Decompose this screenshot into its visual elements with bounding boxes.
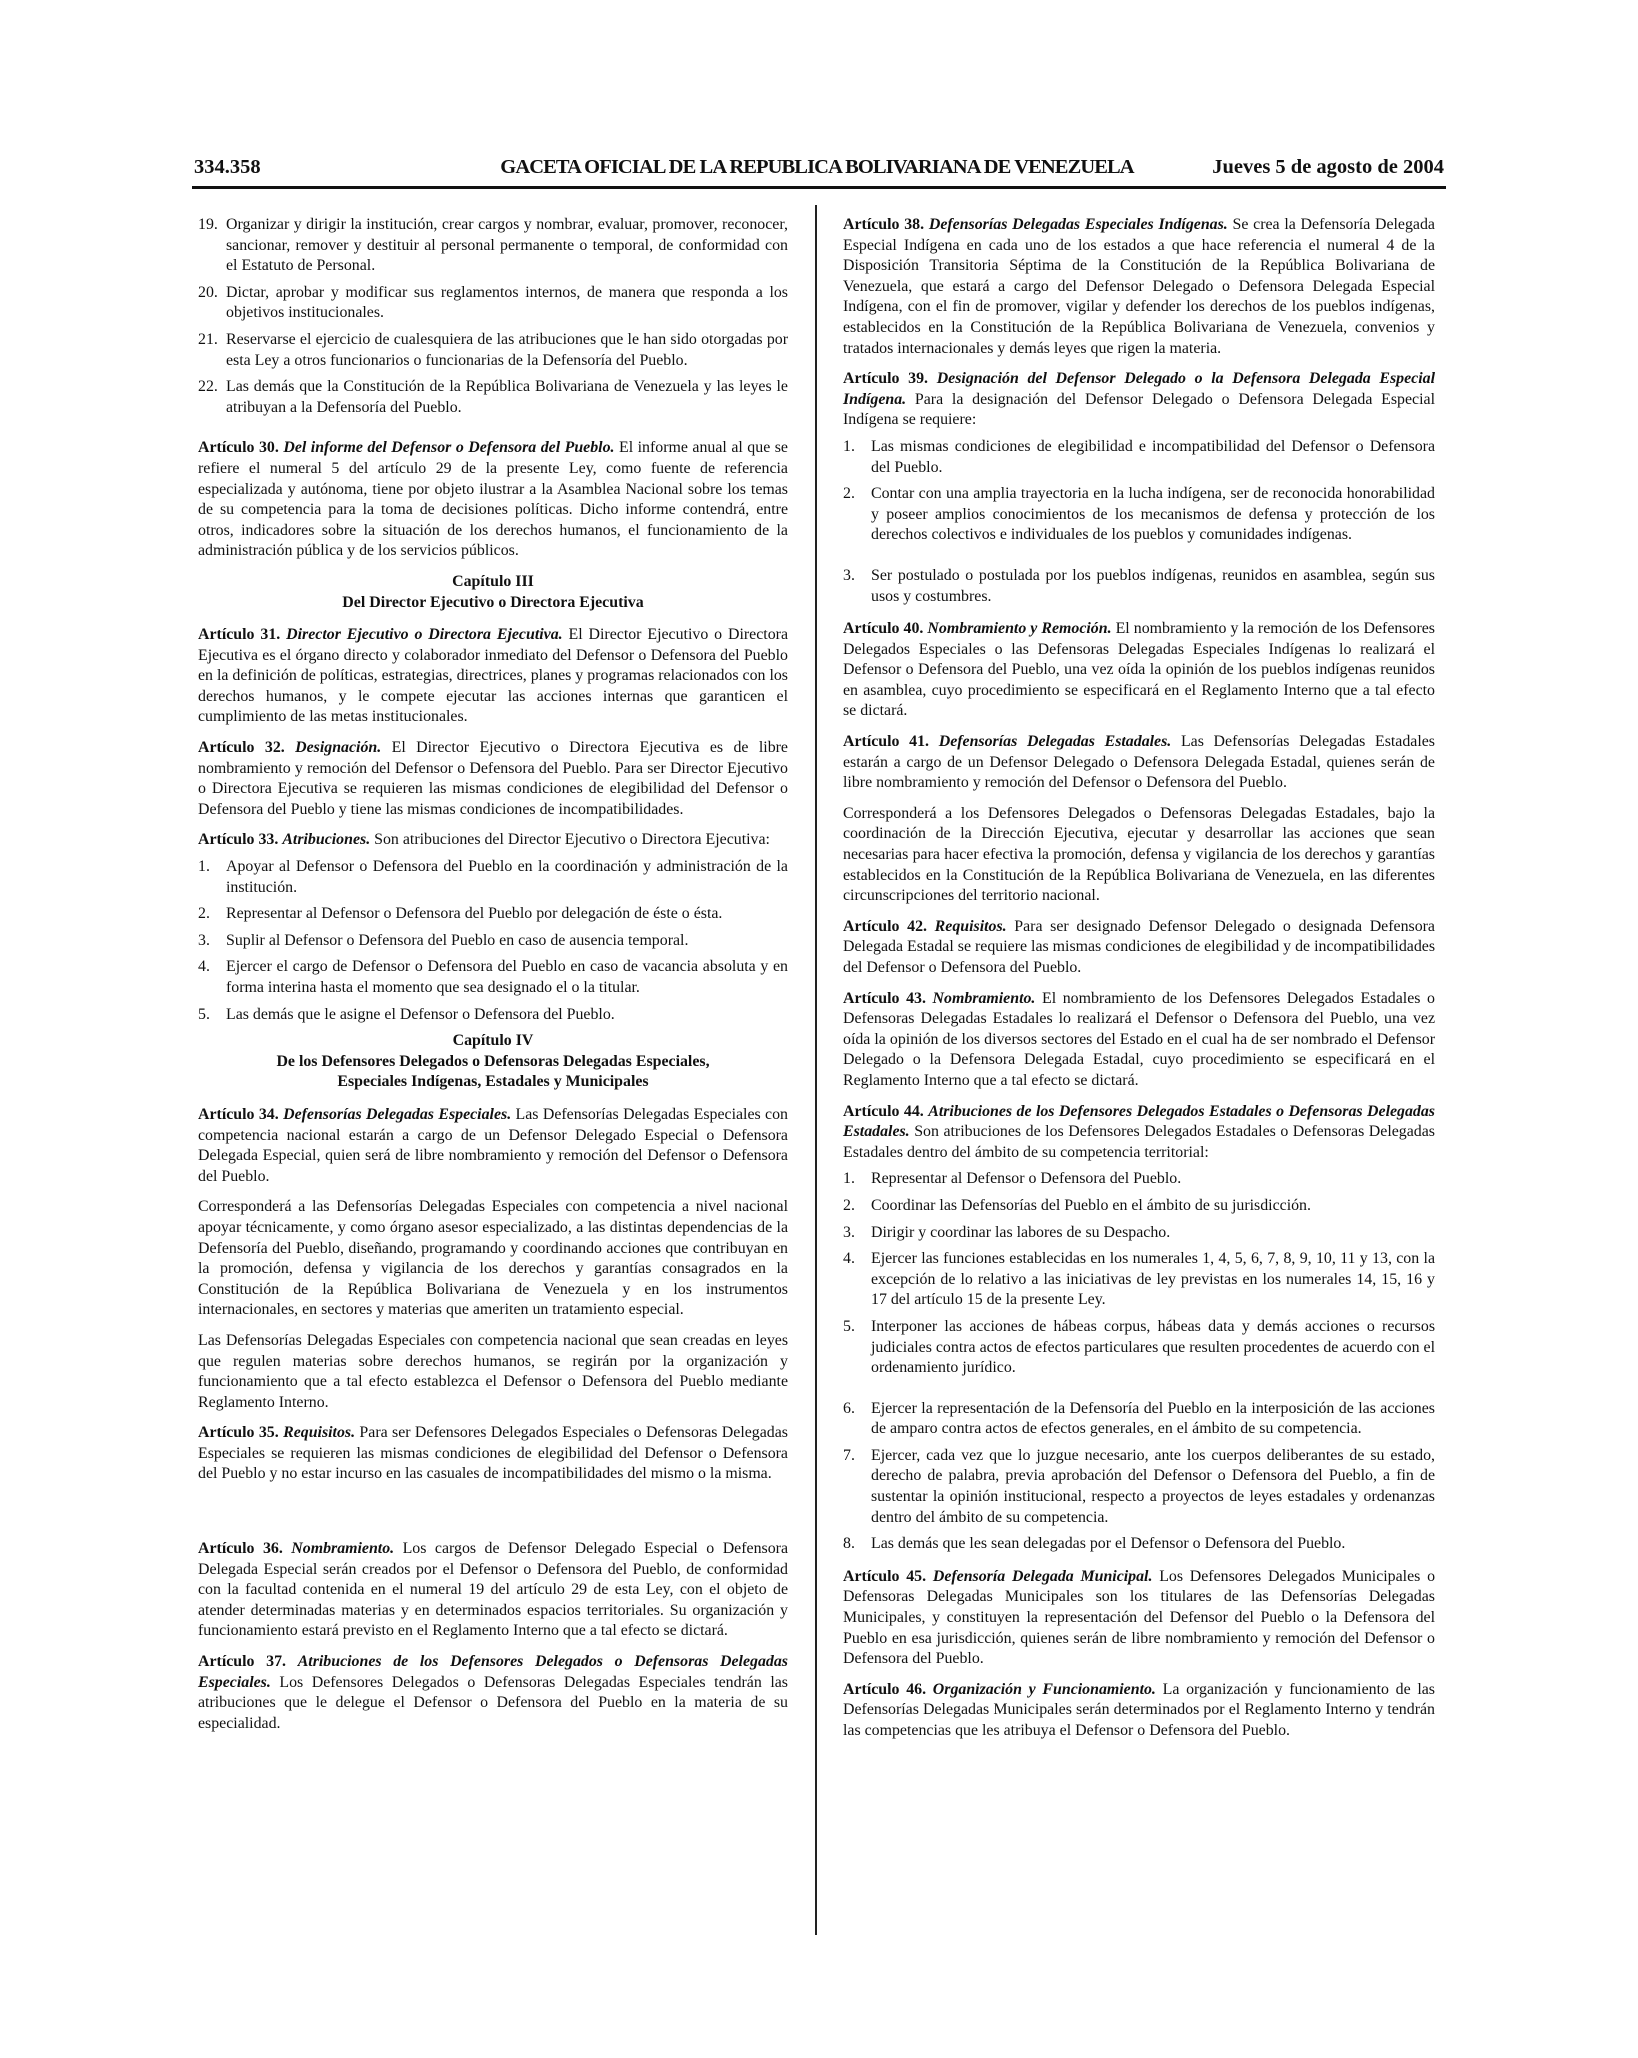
article-text: Para ser designado Defensor Delegado o designada Defensora Delegada Estadal se requiere las mismas condiciones de elegibilidad y de incompatibilidades del Defensor o Defensora del Pueblo. <box>843 917 1435 976</box>
item-number: 3. <box>198 931 210 949</box>
item-number: 4. <box>198 958 210 976</box>
item-text: Ejercer la representación de la Defensoría del Pueblo en la interposición de las acciones de amparo contra actos de efectos generales, en el ámbito de su competencia. <box>871 1399 1435 1438</box>
article-text: El nombramiento de los Defensores Delegados Estadales o Defensoras Delegadas Estadales lo realizará el Defensor o Defensora del Pueblo, una vez oída la opinión de los diversos sectores del Estado en el cual ha de ser nombrado el Defensor Delegado o la Defensora Delegada Estadal, cuyo procedimiento se especificará en el Reglamento Interno que a tal efecto se dictará. <box>843 989 1435 1089</box>
gazette-title: GACETA OFICIAL DE LA REPUBLICA BOLIVARIANA DE VENEZUELA <box>500 156 1134 178</box>
article-number: Artículo 42. <box>843 917 928 935</box>
article-number: Artículo 41. <box>843 733 930 751</box>
article-37 <box>198 1652 788 1734</box>
article-heading: Defensoría Delegada Municipal. <box>932 1567 1153 1585</box>
list-item <box>843 437 1435 478</box>
article-33 <box>198 830 788 851</box>
article-38 <box>843 215 1435 359</box>
article-number: Artículo 32. <box>198 739 285 757</box>
chapter-title-line-2: Especiales Indígenas, Estadales y Municipales <box>337 1073 649 1091</box>
item-number: 3. <box>843 566 855 584</box>
item-number: 7. <box>843 1446 855 1464</box>
item-number: 2. <box>843 485 855 503</box>
item-number: 1. <box>198 858 210 876</box>
item-number: 1. <box>843 437 855 455</box>
chapter-title: De los Defensores Delegados o Defensoras Delegadas Especiales, <box>276 1052 710 1070</box>
left-column <box>198 215 788 1744</box>
item-text: Contar con una amplia trayectoria en la lucha indígena, ser de reconocida honorabilidad y poseer amplios conocimientos de los mecanismos de defensa y protección de los derechos colectivos e individuales de los pueblos y comunidades indígenas. <box>871 485 1435 544</box>
list-item <box>843 1169 1435 1190</box>
list-item <box>198 330 788 371</box>
article-text: El Director Ejecutivo o Directora Ejecutiva es de libre nombramiento y remoción del Defensor o Defensora del Pueblo. Para ser Director Ejecutivo o Directora Ejecutiva se requieren las mismas condiciones de elegibilidad del Defensor o Defensora del Pueblo y tiene las mismas condiciones de incompatibilidades. <box>198 739 788 818</box>
article-heading: Del informe del Defensor o Defensora del Pueblo. <box>283 439 615 457</box>
article-42 <box>843 917 1435 979</box>
article-40 <box>843 619 1435 722</box>
article-43 <box>843 989 1435 1092</box>
article-number: Artículo 36. <box>198 1540 283 1558</box>
list-item <box>843 484 1435 546</box>
article-text: Las Defensorías Delegadas Estadales estarán a cargo de un Defensor Delegado o Defensora Delegada Estadal, quienes serán de libre nombramiento y remoción del Defensor o Defensora del Pueblo. <box>843 733 1435 792</box>
article-number: Artículo 35. <box>198 1424 279 1442</box>
article-35 <box>198 1423 788 1485</box>
item-text: Ejercer el cargo de Defensor o Defensora del Pueblo en caso de vacancia absoluta y en forma interina hasta el momento que sea designado el o la titular. <box>226 958 788 996</box>
article-text: Para ser Defensores Delegados Especiales o Defensoras Delegadas Especiales se requieren las mismas condiciones de elegibilidad del Defensor o Defensora del Pueblo y no estar incurso en las casuales de incompatibilidades del mismo o la misma. <box>198 1424 788 1483</box>
item-text: Las demás que la Constitución de la República Bolivariana de Venezuela y las leyes le atribuyan a la Defensoría del Pueblo. <box>226 378 788 416</box>
article-number: Artículo 30. <box>198 439 279 457</box>
article-text: Se crea la Defensoría Delegada Especial Indígena en cada uno de los estados a que hace referencia el numeral 4 de la Disposición Transitoria Séptima de la Constitución de la República Bolivariana de Venezuela, que estará a cargo del Defensor Delegado o Defensora Delegada Especial Indígena, con el fin de promover, vigilar y defender los derechos de los pueblos indígenas, establecidos en la Constitución de la República Bolivariana de Venezuela, convenios y tratados internacionales y demás leyes que rigen la materia. <box>843 216 1435 357</box>
item-text: Las mismas condiciones de elegibilidad e incompatibilidad del Defensor o Defensora del Pueblo. <box>871 437 1435 476</box>
article-number: Artículo 37. <box>198 1653 287 1671</box>
item-number: 2. <box>843 1196 855 1214</box>
list-item <box>198 283 788 324</box>
right-column <box>843 215 1435 1752</box>
publication-date: Jueves 5 de agosto de 2004 <box>1212 156 1444 178</box>
article-heading: Designación. <box>295 739 382 757</box>
header-rule <box>192 186 1446 189</box>
item-number: 1. <box>843 1170 855 1188</box>
item-number: 19. <box>198 216 218 233</box>
article-36 <box>198 1539 788 1642</box>
chapter-4-heading <box>198 1031 788 1093</box>
article-34 <box>198 1105 788 1187</box>
article-heading: Requisitos. <box>934 917 1007 935</box>
chapter-title: Del Director Ejecutivo o Directora Ejecutiva <box>342 593 644 611</box>
list-item <box>198 957 788 998</box>
item-text: Las demás que le asigne el Defensor o Defensora del Pueblo. <box>226 1005 615 1023</box>
item-number: 6. <box>843 1399 855 1417</box>
article-text: Para la designación del Defensor Delegado o Defensora Delegada Especial Indígena se requiere: <box>843 390 1435 429</box>
list-item <box>843 1399 1435 1440</box>
article-41 <box>843 732 1435 794</box>
article-number: Artículo 40. <box>843 620 924 638</box>
list-item <box>843 1534 1435 1555</box>
article-heading: Atribuciones. <box>282 831 371 849</box>
item-number: 2. <box>198 905 210 923</box>
article-text: El nombramiento y la remoción de los Defensores Delegados Especiales o las Defensoras Delegadas Especiales Indígenas lo realizará el Defensor o Defensora del Pueblo, una vez oída la opinión de los pueblos indígenas reunidos en asamblea, cuyo procedimiento se especificará en el Reglamento Interno que a tal efecto se dictará. <box>843 620 1435 720</box>
article-44 <box>843 1102 1435 1164</box>
article-text: Los cargos de Defensor Delegado Especial o Defensora Delegada Especial serán creados por el Defensor o Defensora del Pueblo, de conformidad con la facultad contenida en el numeral 19 del artículo 29 de esta Ley, con el objeto de atender determinadas materias y en determinados espacios territoriales. Su organización y funcionamiento estará previsto en el Reglamento Interno que a tal efecto se dictará. <box>198 1540 788 1640</box>
item-text: Ejercer las funciones establecidas en los numerales 1, 4, 5, 6, 7, 8, 9, 10, 11 y 13, con la excepción de lo relativo a las iniciativas de ley previstas en los numerales 14, 15, 16 y 17 del artículo 15 de la presente Ley. <box>871 1250 1435 1309</box>
list-item <box>843 1196 1435 1217</box>
article-text: El Director Ejecutivo o Directora Ejecutiva es el órgano directo y colaborador inmediato del Defensor o Defensora del Pueblo en la definición de políticas, estrategias, directrices, planes y programas relacionados con los derechos humanos, y le compete ejecutar las acciones internas que garanticen el cumplimiento de las metas institucionales. <box>198 626 788 726</box>
list-item <box>198 904 788 925</box>
article-heading: Defensorías Delegadas Estadales. <box>938 733 1172 751</box>
item-text: Suplir al Defensor o Defensora del Pueblo en caso de ausencia temporal. <box>226 931 689 949</box>
article-number: Artículo 46. <box>843 1680 927 1698</box>
item-text: Ejercer, cada vez que lo juzgue necesario, ante los cuerpos deliberantes de su estado, derecho de palabra, previa aprobación del Defensor o Defensora del Pueblo, a fin de sustentar la opinión institucional, respecto a proyectos de leyes estadales y ordenanzas dentro del ámbito de su competencia. <box>871 1446 1435 1526</box>
article-heading: Atribuciones de los Defensores Delegados o Defensoras Delegadas Especiales. <box>198 1653 788 1691</box>
article-heading: Nombramiento. <box>932 989 1036 1007</box>
article-number: Artículo 43. <box>843 989 926 1007</box>
article-heading: Defensorías Delegadas Especiales Indígenas. <box>928 216 1228 233</box>
list-item <box>198 931 788 952</box>
article-34-paragraph-2: Corresponderá a las Defensorías Delegadas Especiales con competencia a nivel nacional apoyar técnicamente, y como órgano asesor especializado, a las distintas dependencias de la Defensoría del Pueblo, diseñando, programando y coordinando acciones que contribuyan en la promoción, defensa y vigilancia de los derechos y garantías consagrados en la Constitución de la República Bolivariana de Venezuela y en los instrumentos internacionales, en sectores y materias que ameriten un tratamiento especial. <box>198 1198 788 1319</box>
article-heading: Nombramiento y Remoción. <box>927 620 1112 638</box>
item-number: 4. <box>843 1250 855 1268</box>
article-32 <box>198 738 788 820</box>
article-text: Los Defensores Delegados Municipales o Defensoras Delegadas Municipales son los titulares de las Defensorías Delegadas Municipales, y constituyen la representación del Defensor del Pueblo o la Defensora del Pueblo en esa jurisdicción, quienes serán de libre nombramiento y remoción del Defensor o Defensora del Pueblo. <box>843 1567 1436 1668</box>
article-text: Los Defensores Delegados o Defensoras Delegadas Especiales tendrán las atribuciones que le delegue el Defensor o Defensora del Pueblo en la materia de su especialidad. <box>198 1673 788 1732</box>
item-text: Organizar y dirigir la institución, crear cargos y nombrar, evaluar, promover, reconocer, sancionar, remover y destituir al personal permanente o temporal, de conformidad con el Estatuto de Personal. <box>226 216 788 275</box>
chapter-3-heading <box>198 572 788 613</box>
list-item <box>843 566 1435 607</box>
item-text: Interponer las acciones de hábeas corpus, hábeas data y demás acciones o recursos judiciales contra actos de efectos particulares que resulten procedentes de acuerdo con el ordenamiento jurídico. <box>871 1317 1435 1377</box>
article-heading: Defensorías Delegadas Especiales. <box>283 1105 512 1123</box>
article-text: La organización y funcionamiento de las Defensorías Delegadas Municipales serán determinados por el Reglamento Interno y tendrán las competencias que les atribuya el Defensor o Defensora del Pueblo. <box>843 1680 1435 1739</box>
article-text: El informe anual al que se refiere el numeral 5 del artículo 29 de la presente Ley, como fuente de referencia especializada y autónoma, tiene por objeto ilustrar a la Asamblea Nacional sobre los temas de su competencia para la toma de decisiones políticas. Dicho informe contendrá, entre otros, indicadores sobre la situación de los derechos humanos, el funcionamiento de la administración pública y de los servicios públicos. <box>198 439 788 560</box>
article-number: Artículo 38. <box>843 216 925 233</box>
page-number: 334.358 <box>194 156 261 178</box>
page-header <box>190 156 1444 186</box>
list-item <box>198 377 788 418</box>
item-text: Ser postulado o postulada por los pueblos indígenas, reunidos en asamblea, según sus usos y costumbres. <box>871 566 1435 605</box>
item-text: Apoyar al Defensor o Defensora del Pueblo en la coordinación y administración de la institución. <box>226 858 788 896</box>
article-number: Artículo 45. <box>843 1567 927 1585</box>
article-46 <box>843 1680 1435 1742</box>
chapter-label: Capítulo IV <box>452 1032 534 1050</box>
article-30 <box>198 438 788 562</box>
article-text: Las Defensorías Delegadas Especiales con competencia nacional estarán a cargo de un Defensor Delegado Especial o Defensora Delegada Especial, quien será de libre nombramiento y remoción del Defensor o Defensora del Pueblo. <box>198 1105 788 1185</box>
item-text: Representar al Defensor o Defensora del Pueblo. <box>871 1170 1182 1188</box>
item-number: 20. <box>198 283 218 301</box>
article-number: Artículo 34. <box>198 1105 279 1123</box>
article-number: Artículo 33. <box>198 831 279 849</box>
article-number: Artículo 39. <box>843 370 929 388</box>
article-31 <box>198 625 788 728</box>
item-text: Coordinar las Defensorías del Pueblo en el ámbito de su jurisdicción. <box>871 1196 1311 1214</box>
article-text: Son atribuciones de los Defensores Delegados Estadales o Defensoras Delegadas Estadales dentro del ámbito de su competencia territorial: <box>843 1123 1435 1161</box>
list-item <box>198 857 788 898</box>
chapter-label: Capítulo III <box>452 572 534 590</box>
item-text: Dictar, aprobar y modificar sus reglamentos internos, de manera que responda a los objetivos institucionales. <box>226 283 788 322</box>
article-heading: Director Ejecutivo o Directora Ejecutiva. <box>286 626 563 644</box>
article-45 <box>843 1567 1435 1670</box>
list-item <box>198 1005 788 1026</box>
item-text: Reservarse el ejercicio de cualesquiera de las atribuciones que le han sido otorgadas por esta Ley a otros funcionarios o funcionarias de la Defensoría del Pueblo. <box>226 330 788 369</box>
item-number: 22. <box>198 378 218 396</box>
article-heading: Nombramiento. <box>291 1540 395 1558</box>
list-item <box>843 1223 1435 1244</box>
article-number: Artículo 44. <box>843 1102 924 1120</box>
item-number: 5. <box>198 1005 210 1023</box>
article-heading: Requisitos. <box>283 1424 356 1442</box>
item-text: Las demás que les sean delegadas por el Defensor o Defensora del Pueblo. <box>871 1535 1346 1553</box>
article-34-paragraph-3: Las Defensorías Delegadas Especiales con competencia nacional que sean creadas en leyes que regulen materias sobre derechos humanos, se regirán por la organización y funcionamiento que a tal efecto establezca el Defensor o Defensora del Pueblo mediante Reglamento Interno. <box>198 1331 788 1411</box>
article-heading: Organización y Funcionamiento. <box>932 1680 1156 1698</box>
list-item <box>843 1249 1435 1311</box>
list-item <box>843 1317 1435 1379</box>
item-text: Representar al Defensor o Defensora del Pueblo por delegación de éste o ésta. <box>226 905 723 923</box>
list-item <box>198 215 788 277</box>
item-text: Dirigir y coordinar las labores de su Despacho. <box>871 1223 1171 1241</box>
column-divider <box>815 205 817 1935</box>
article-39 <box>843 369 1435 431</box>
article-text: Son atribuciones del Director Ejecutivo o Directora Ejecutiva: <box>370 831 770 849</box>
article-number: Artículo 31. <box>198 626 281 644</box>
item-number: 8. <box>843 1535 855 1553</box>
article-heading: Atribuciones de los Defensores Delegados Estadales o Defensoras Delegadas Estadales. <box>843 1102 1435 1141</box>
article-heading: Designación del Defensor Delegado o la Defensora Delegada Especial Indígena. <box>843 370 1435 408</box>
item-number: 5. <box>843 1317 855 1335</box>
list-item <box>843 1446 1435 1528</box>
item-number: 3. <box>843 1223 855 1241</box>
article-41-paragraph-2: Corresponderá a los Defensores Delegados o Defensoras Delegadas Estadales, bajo la coordinación de la Dirección Ejecutiva, ejecutar y desarrollar las acciones que sean necesarias para hacer efectiva la promoción, defensa y vigilancia de los derechos y garantías establecidos en la Constitución de la República Bolivariana de Venezuela, en las diferentes circunscripciones del territorio nacional. <box>843 804 1435 905</box>
item-number: 21. <box>198 330 218 348</box>
